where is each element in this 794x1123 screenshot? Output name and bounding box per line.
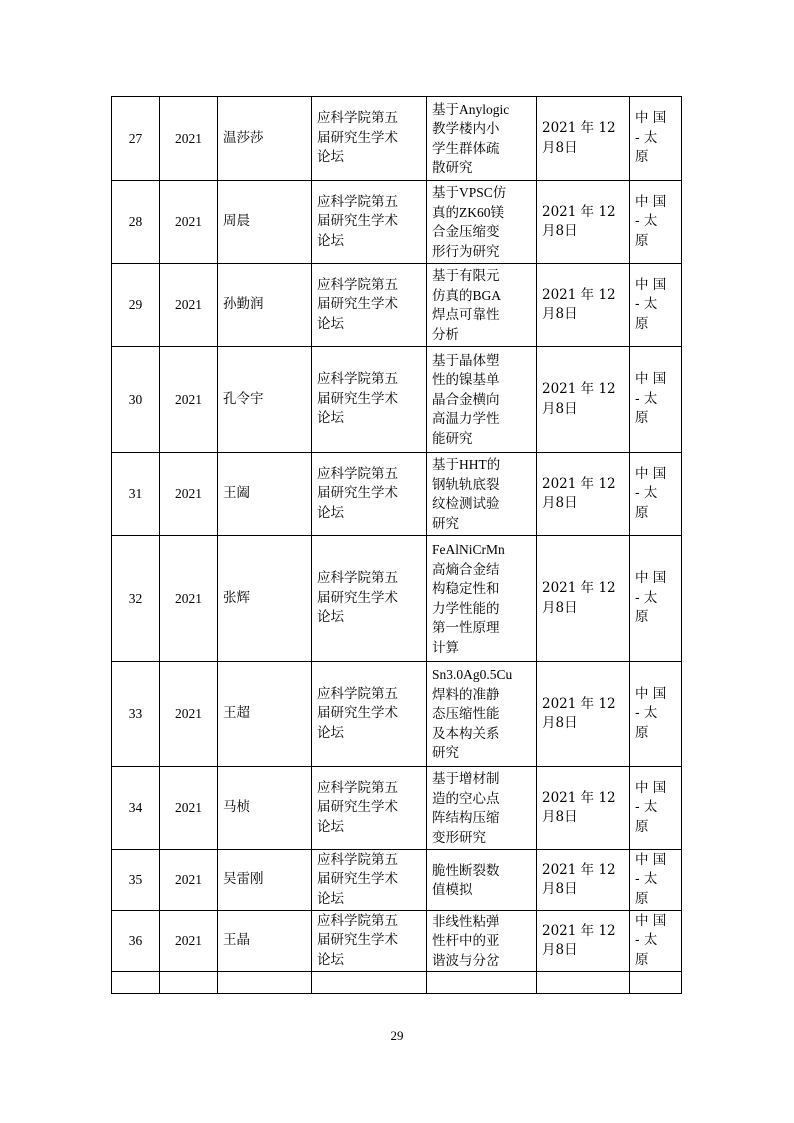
cell-number (112, 662, 160, 767)
cell-date-text: 2021 年 12 月8日 (542, 203, 616, 239)
cell-title-text: 基于Anylogic 教学楼内小 学生群体疏 散研究 (432, 101, 510, 175)
cell-year (160, 97, 218, 181)
cell-number (112, 97, 160, 181)
cell-location (630, 347, 682, 453)
cell-title-text: 基于HHT的 钢轨轨底裂 纹检测试验 研究 (432, 457, 501, 531)
cell-number-text: 36 (128, 933, 143, 949)
cell-author (218, 264, 312, 347)
cell-title (427, 453, 537, 536)
cell-location (630, 264, 682, 347)
cell-title (427, 347, 537, 453)
cell-location-text: 中 国 - 太 原 (635, 570, 667, 626)
cell-location-text: 中 国 - 太 原 (635, 193, 667, 249)
cell-author (218, 453, 312, 536)
cell-conference (312, 347, 427, 453)
cell-date (537, 181, 630, 264)
cell-number-text: 31 (128, 486, 143, 502)
records-table (111, 96, 682, 994)
cell-location-text: 中 国 - 太 原 (635, 465, 667, 521)
cell-conference (312, 536, 427, 662)
cell-date-text: 2021 年 12 月8日 (542, 861, 616, 897)
cell-conference-text: 应科学院第五 届研究生学术 论坛 (317, 570, 398, 626)
cell-date-text: 2021 年 12 月8日 (542, 475, 616, 511)
cell-date-text: 2021 年 12 月8日 (542, 120, 616, 156)
cell-location-text: 中 国 - 太 原 (635, 912, 667, 968)
cell-conference (312, 97, 427, 181)
cell-location-text: 中 国 - 太 原 (635, 779, 667, 835)
cell-year (160, 850, 218, 911)
cell-year (160, 181, 218, 264)
cell-number (112, 767, 160, 850)
cell-number (112, 453, 160, 536)
cell-number-text: 32 (128, 590, 143, 606)
cell-conference (312, 453, 427, 536)
cell-number-text: 27 (128, 130, 143, 146)
table-row (112, 662, 682, 767)
page-number: 29 (390, 1028, 404, 1043)
cell-date (537, 850, 630, 911)
cell-location (630, 453, 682, 536)
cell-year-text: 2021 (175, 486, 202, 502)
cell-date (537, 347, 630, 453)
cell-date (537, 972, 630, 994)
cell-number (112, 536, 160, 662)
cell-conference (312, 662, 427, 767)
table-row (112, 181, 682, 264)
cell-author (218, 97, 312, 181)
cell-title-text: 基于VPSC仿 真的ZK60镁 合金压缩变 形行为研究 (432, 185, 507, 259)
cell-title-text: 非线性粘弹 性杆中的亚 谐波与分岔 (432, 913, 500, 968)
cell-conference (312, 972, 427, 994)
cell-title (427, 767, 537, 850)
cell-year-text: 2021 (175, 297, 202, 313)
table-row (112, 347, 682, 453)
cell-author (218, 347, 312, 453)
cell-conference (312, 911, 427, 972)
cell-location (630, 850, 682, 911)
cell-date (537, 536, 630, 662)
cell-date-text: 2021 年 12 月8日 (542, 789, 616, 825)
cell-year-text: 2021 (175, 800, 202, 816)
cell-year-text: 2021 (175, 872, 202, 888)
cell-author-text: 孙勤润 (223, 296, 264, 313)
cell-conference-text: 应科学院第五 届研究生学术 论坛 (317, 276, 398, 332)
cell-location-text: 中 国 - 太 原 (635, 851, 667, 907)
cell-date (537, 911, 630, 972)
cell-year-text: 2021 (175, 130, 202, 146)
cell-year-text: 2021 (175, 706, 202, 722)
cell-location (630, 972, 682, 994)
cell-number (112, 911, 160, 972)
cell-title-text: Sn3.0Ag0.5Cu 焊料的准静 态压缩性能 及本构关系 研究 (432, 667, 513, 761)
cell-date (537, 264, 630, 347)
cell-conference (312, 264, 427, 347)
cell-conference-text: 应科学院第五 届研究生学术 论坛 (317, 465, 398, 521)
cell-location (630, 536, 682, 662)
cell-number-text: 29 (128, 297, 143, 313)
cell-year (160, 347, 218, 453)
cell-author-text: 王超 (223, 705, 250, 722)
cell-date (537, 767, 630, 850)
cell-year (160, 662, 218, 767)
cell-author (218, 536, 312, 662)
cell-title-text: 基于增材制 造的空心点 阵结构压缩 变形研究 (432, 771, 500, 845)
cell-conference (312, 850, 427, 911)
cell-date-text: 2021 年 12 月8日 (542, 381, 616, 417)
cell-number-text: 35 (128, 872, 143, 888)
cell-number-text: 30 (128, 391, 143, 407)
cell-date (537, 97, 630, 181)
cell-date (537, 662, 630, 767)
table-row (112, 453, 682, 536)
cell-number (112, 347, 160, 453)
cell-conference-text: 应科学院第五 届研究生学术 论坛 (317, 685, 398, 741)
cell-number-text: 33 (128, 706, 143, 722)
table-row (112, 536, 682, 662)
cell-date (537, 453, 630, 536)
cell-date-text: 2021 年 12 月8日 (542, 286, 616, 322)
cell-year-text: 2021 (175, 590, 202, 606)
cell-year-text: 2021 (175, 933, 202, 949)
cell-author-text: 周晨 (223, 213, 250, 230)
cell-year (160, 453, 218, 536)
cell-location (630, 662, 682, 767)
cell-conference-text: 应科学院第五 届研究生学术 论坛 (317, 371, 398, 427)
cell-conference-text: 应科学院第五 届研究生学术 论坛 (317, 193, 398, 249)
cell-year-text: 2021 (175, 214, 202, 230)
cell-year (160, 972, 218, 994)
cell-conference-text: 应科学院第五 届研究生学术 论坛 (317, 110, 398, 166)
cell-author-text: 王阖 (223, 485, 250, 502)
cell-date-text: 2021 年 12 月8日 (542, 695, 616, 731)
cell-author-text: 孔令宇 (223, 390, 264, 407)
cell-author (218, 181, 312, 264)
cell-title-text: 脆性断裂数 值模拟 (432, 862, 500, 897)
cell-number (112, 181, 160, 264)
cell-author-text: 王晶 (223, 932, 250, 949)
cell-author (218, 911, 312, 972)
cell-year (160, 767, 218, 850)
cell-author-text: 吴雷刚 (223, 871, 264, 888)
table-row (112, 97, 682, 181)
cell-location (630, 97, 682, 181)
cell-conference (312, 181, 427, 264)
cell-date-text: 2021 年 12 月8日 (542, 580, 616, 616)
cell-conference (312, 767, 427, 850)
cell-author (218, 850, 312, 911)
cell-conference-text: 应科学院第五 届研究生学术 论坛 (317, 851, 398, 907)
cell-conference-text: 应科学院第五 届研究生学术 论坛 (317, 912, 398, 968)
cell-title-text: 基于晶体塑 性的镍基单 晶合金横向 高温力学性 能研究 (432, 352, 500, 446)
cell-location (630, 181, 682, 264)
cell-title-text: FeAlNiCrMn 高熵合金结 构稳定性和 力学性能的 第一性原理 计算 (432, 542, 505, 655)
cell-author (218, 972, 312, 994)
cell-location (630, 767, 682, 850)
cell-author (218, 662, 312, 767)
table-row (112, 264, 682, 347)
cell-author-text: 马桢 (223, 799, 250, 816)
cell-location-text: 中 国 - 太 原 (635, 685, 667, 741)
table-body (112, 97, 682, 994)
cell-year (160, 264, 218, 347)
table-row (112, 767, 682, 850)
cell-title (427, 850, 537, 911)
cell-year-text: 2021 (175, 391, 202, 407)
cell-number-text: 34 (128, 800, 143, 816)
cell-title (427, 662, 537, 767)
cell-title (427, 911, 537, 972)
cell-title (427, 181, 537, 264)
cell-title (427, 972, 537, 994)
cell-author (218, 767, 312, 850)
cell-year (160, 536, 218, 662)
table-row (112, 850, 682, 911)
table-row (112, 972, 682, 994)
cell-date-text: 2021 年 12 月8日 (542, 922, 616, 958)
table-row (112, 911, 682, 972)
cell-number (112, 264, 160, 347)
cell-number-text: 28 (128, 214, 143, 230)
cell-location-text: 中 国 - 太 原 (635, 276, 667, 332)
cell-title-text: 基于有限元 仿真的BGA 焊点可靠性 分析 (432, 268, 502, 342)
cell-location (630, 911, 682, 972)
cell-number (112, 972, 160, 994)
cell-author-text: 温莎莎 (223, 129, 264, 146)
cell-year (160, 911, 218, 972)
cell-conference-text: 应科学院第五 届研究生学术 论坛 (317, 779, 398, 835)
cell-location-text: 中 国 - 太 原 (635, 371, 667, 427)
cell-title (427, 536, 537, 662)
cell-author-text: 张辉 (223, 589, 250, 606)
cell-location-text: 中 国 - 太 原 (635, 110, 667, 166)
cell-title (427, 264, 537, 347)
cell-number (112, 850, 160, 911)
cell-title (427, 97, 537, 181)
